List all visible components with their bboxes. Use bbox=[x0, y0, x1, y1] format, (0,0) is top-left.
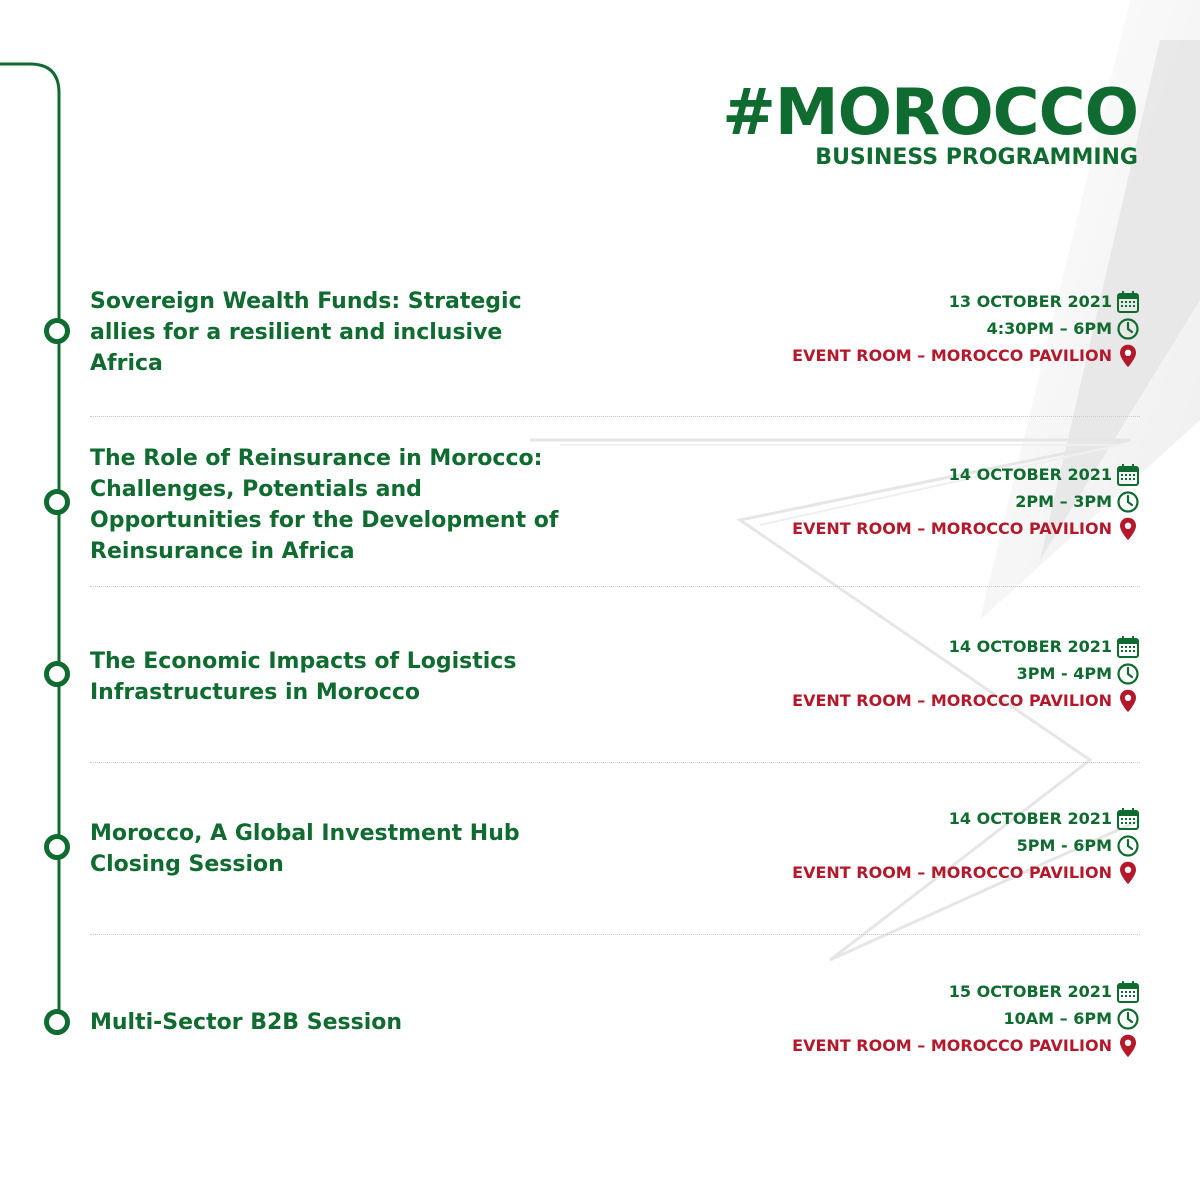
session-time: 3PM - 4PM bbox=[1016, 664, 1112, 683]
divider bbox=[90, 586, 1140, 587]
session-location: EVENT ROOM – MOROCCO PAVILION bbox=[792, 346, 1112, 365]
clock-icon bbox=[1116, 317, 1140, 341]
session-date: 15 OCTOBER 2021 bbox=[948, 982, 1112, 1001]
header bbox=[722, 78, 1138, 171]
clock-icon bbox=[1116, 490, 1140, 514]
timeline-node bbox=[44, 834, 70, 860]
session-title: The Economic Impacts of Logistics Infrastructures in Morocco bbox=[90, 649, 517, 705]
calendar-icon bbox=[1116, 980, 1140, 1004]
session-location: EVENT ROOM – MOROCCO PAVILION bbox=[792, 1036, 1112, 1055]
calendar-icon bbox=[1116, 463, 1140, 487]
session-date: 13 OCTOBER 2021 bbox=[948, 292, 1112, 311]
calendar-icon bbox=[1116, 635, 1140, 659]
session-title: Sovereign Wealth Funds: Strategic allies for a resilient and inclusive Africa bbox=[90, 289, 522, 376]
clock-icon bbox=[1116, 834, 1140, 858]
session-date: 14 OCTOBER 2021 bbox=[948, 465, 1112, 484]
divider bbox=[90, 934, 1140, 935]
session-title: Multi-Sector B2B Session bbox=[90, 1010, 403, 1035]
map-pin-icon bbox=[1116, 689, 1140, 713]
session-title: The Role of Reinsurance in Morocco: Challenges, Potentials and Opportunities for the Development of Reinsurance in Africa bbox=[90, 446, 559, 564]
session-date: 14 OCTOBER 2021 bbox=[948, 637, 1112, 656]
clock-icon bbox=[1116, 1007, 1140, 1031]
session-location: EVENT ROOM – MOROCCO PAVILION bbox=[792, 863, 1112, 882]
session-location: EVENT ROOM – MOROCCO PAVILION bbox=[792, 519, 1112, 538]
page-title: #MOROCCO bbox=[722, 76, 1138, 150]
session-location: EVENT ROOM – MOROCCO PAVILION bbox=[792, 691, 1112, 710]
session-time: 4:30PM – 6PM bbox=[986, 319, 1112, 338]
session-meta bbox=[792, 633, 1140, 714]
map-pin-icon bbox=[1116, 861, 1140, 885]
map-pin-icon bbox=[1116, 517, 1140, 541]
map-pin-icon bbox=[1116, 344, 1140, 368]
divider bbox=[90, 762, 1140, 763]
timeline-node bbox=[44, 1009, 70, 1035]
map-pin-icon bbox=[1116, 1034, 1140, 1058]
session-meta bbox=[792, 978, 1140, 1059]
session-time: 2PM – 3PM bbox=[1015, 492, 1112, 511]
calendar-icon bbox=[1116, 807, 1140, 831]
session-time: 5PM - 6PM bbox=[1016, 836, 1112, 855]
session-meta bbox=[792, 461, 1140, 542]
clock-icon bbox=[1116, 662, 1140, 686]
session-date: 14 OCTOBER 2021 bbox=[948, 809, 1112, 828]
session-meta bbox=[792, 288, 1140, 369]
session-time: 10AM – 6PM bbox=[1003, 1009, 1112, 1028]
session-title: Morocco, A Global Investment Hub Closing Session bbox=[90, 821, 520, 877]
page-subtitle: BUSINESS PROGRAMMING bbox=[815, 145, 1138, 170]
timeline-node bbox=[44, 318, 70, 344]
session-meta bbox=[792, 805, 1140, 886]
timeline-node bbox=[44, 489, 70, 515]
divider bbox=[90, 416, 1140, 417]
timeline-node bbox=[44, 661, 70, 687]
calendar-icon bbox=[1116, 290, 1140, 314]
